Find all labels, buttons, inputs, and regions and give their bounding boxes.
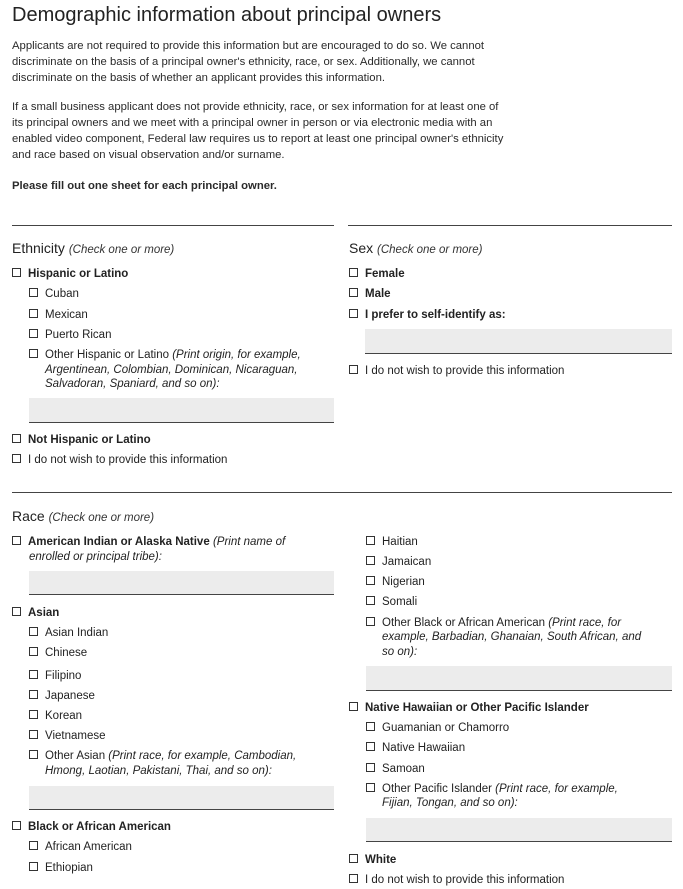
other-hispanic-hint-line-2: Argentinean, Colombian, Dominican, Nicaraguan, — [45, 364, 298, 376]
other-black-input[interactable] — [366, 666, 672, 691]
checkbox-nigerian[interactable] — [366, 575, 425, 589]
label-sex-decline: I do not wish to provide this information — [365, 365, 565, 377]
label-somali: Somali — [382, 596, 418, 608]
checkbox-aian[interactable] — [12, 535, 285, 549]
checkbox-vietnamese[interactable] — [29, 729, 106, 743]
label-asian-indian: Asian Indian — [45, 627, 109, 639]
checkbox-icon[interactable] — [366, 783, 375, 792]
self-identify-input[interactable] — [365, 329, 672, 354]
label-filipino: Filipino — [45, 670, 82, 682]
instruction-note: Please fill out one sheet for each principal owner. — [12, 180, 277, 192]
sex-hint: (Check one or more) — [377, 244, 483, 256]
checkbox-icon[interactable] — [29, 710, 38, 719]
other-hispanic-hint-line-3: Salvadoran, Spaniard, and so on): — [45, 378, 220, 390]
intro-paragraph-1-line-2: discriminate on the basis of a principal owner's ethnicity, race, or sex. Additionally, we cannot — [12, 56, 475, 68]
other-asian-input[interactable] — [29, 786, 334, 810]
checkbox-icon[interactable] — [349, 288, 358, 297]
label-samoan: Samoan — [382, 763, 425, 775]
intro-paragraph-1-line-1: Applicants are not required to provide this information but are encouraged to do so. We cannot — [12, 40, 485, 52]
label-other-black: Other Black or African American — [382, 617, 545, 629]
label-asian: Asian — [28, 607, 60, 619]
checkbox-not-hispanic[interactable] — [12, 433, 151, 447]
race-hint: (Check one or more) — [48, 512, 155, 524]
label-ethiopian: Ethiopian — [45, 862, 93, 874]
sex-heading — [349, 240, 482, 256]
checkbox-icon[interactable] — [29, 288, 38, 297]
checkbox-icon[interactable] — [29, 329, 38, 338]
checkbox-icon[interactable] — [29, 690, 38, 699]
label-other-hispanic: Other Hispanic or Latino — [45, 349, 170, 361]
label-white: White — [365, 854, 397, 866]
page-title: Demographic information about principal owners — [12, 4, 442, 26]
checkbox-icon[interactable] — [29, 627, 38, 636]
label-puerto-rican: Puerto Rican — [45, 329, 112, 341]
checkbox-icon[interactable] — [29, 647, 38, 656]
label-black: Black or African American — [28, 821, 171, 833]
label-not-hispanic: Not Hispanic or Latino — [28, 434, 151, 446]
aian-input[interactable] — [29, 571, 334, 595]
checkbox-icon[interactable] — [12, 821, 21, 830]
checkbox-korean[interactable] — [29, 709, 82, 723]
other-asian-hint: (Print race, for example, Cambodian, — [108, 750, 297, 762]
intro-paragraph-2-line-4: and race based on visual observation and/or surname. — [12, 149, 285, 161]
divider — [348, 225, 672, 226]
checkbox-icon[interactable] — [349, 854, 358, 863]
label-vietnamese: Vietnamese — [45, 730, 106, 742]
checkbox-puerto-rican[interactable] — [29, 328, 111, 342]
other-pi-hint: (Print race, for example, — [495, 783, 618, 795]
checkbox-white[interactable] — [349, 853, 396, 867]
checkbox-african-american[interactable] — [29, 840, 132, 854]
checkbox-mexican[interactable] — [29, 308, 88, 322]
checkbox-nhpi[interactable] — [349, 701, 589, 715]
label-cuban: Cuban — [45, 288, 79, 300]
other-hispanic-input[interactable] — [29, 398, 334, 423]
label-hispanic: Hispanic or Latino — [28, 268, 129, 280]
other-asian-hint-line-2: Hmong, Laotian, Pakistani, Thai, and so on): — [45, 765, 272, 777]
label-chinese: Chinese — [45, 647, 88, 659]
other-black-hint-line-3: so on): — [382, 646, 418, 658]
checkbox-samoan[interactable] — [366, 762, 425, 776]
other-black-hint-line-2: example, Barbadian, Ghanaian, South African, and — [382, 631, 642, 643]
aian-hint-line-2: enrolled or principal tribe): — [29, 551, 162, 563]
divider — [12, 225, 334, 226]
ethnicity-hint: (Check one or more) — [68, 244, 175, 256]
checkbox-jamaican[interactable] — [366, 555, 431, 569]
checkbox-icon[interactable] — [29, 309, 38, 318]
label-jamaican: Jamaican — [382, 556, 432, 568]
checkbox-ethnicity-decline[interactable] — [12, 453, 227, 467]
checkbox-other-pi[interactable] — [366, 782, 618, 796]
checkbox-asian[interactable] — [12, 606, 59, 620]
checkbox-native-hawaiian[interactable] — [366, 741, 465, 755]
label-other-pi: Other Pacific Islander — [382, 783, 492, 795]
label-race-decline: I do not wish to provide this information — [365, 874, 565, 886]
checkbox-icon[interactable] — [12, 607, 21, 616]
checkbox-other-asian[interactable] — [29, 749, 296, 763]
label-haitian: Haitian — [382, 536, 418, 548]
checkbox-chinese[interactable] — [29, 646, 87, 660]
intro-paragraph-1-line-3: discriminate on the basis of whether an applicant provides this information. — [12, 72, 385, 84]
label-african-american: African American — [45, 841, 132, 853]
other-pi-hint-line-2: Fijian, Tongan, and so on): — [382, 797, 518, 809]
checkbox-icon[interactable] — [366, 722, 375, 731]
checkbox-japanese[interactable] — [29, 689, 95, 703]
checkbox-icon[interactable] — [349, 309, 358, 318]
label-ethnicity-decline: I do not wish to provide this information — [28, 454, 228, 466]
checkbox-other-black[interactable] — [366, 616, 621, 630]
checkbox-asian-indian[interactable] — [29, 626, 108, 640]
checkbox-filipino[interactable] — [29, 669, 81, 683]
checkbox-icon[interactable] — [349, 365, 358, 374]
label-korean: Korean — [45, 710, 83, 722]
checkbox-icon[interactable] — [29, 670, 38, 679]
other-pi-input[interactable] — [366, 818, 672, 842]
label-native-hawaiian: Native Hawaiian — [382, 742, 466, 754]
label-other-asian: Other Asian — [45, 750, 106, 762]
checkbox-sex-decline[interactable] — [349, 364, 564, 378]
checkbox-icon[interactable] — [29, 750, 38, 759]
checkbox-icon[interactable] — [12, 536, 21, 545]
intro-paragraph-2-line-3: enabled video component, Federal law requires us to report at least one principal owner's ethnicity — [12, 133, 504, 145]
checkbox-icon[interactable] — [29, 841, 38, 850]
checkbox-icon[interactable] — [366, 742, 375, 751]
other-black-hint: (Print race, for — [548, 617, 622, 629]
intro-paragraph-2-line-1: If a small business applicant does not provide ethnicity, race, or sex information for at least one of — [12, 101, 499, 113]
label-mexican: Mexican — [45, 309, 88, 321]
checkbox-male[interactable] — [349, 287, 391, 301]
label-japanese: Japanese — [45, 690, 95, 702]
checkbox-somali[interactable] — [366, 595, 417, 609]
checkbox-ethiopian[interactable] — [29, 861, 93, 875]
label-female: Female — [365, 268, 405, 280]
checkbox-other-hispanic[interactable] — [29, 348, 301, 362]
checkbox-icon[interactable] — [366, 556, 375, 565]
checkbox-race-decline[interactable] — [349, 873, 564, 887]
checkbox-hispanic[interactable] — [12, 267, 128, 281]
checkbox-icon[interactable] — [12, 268, 21, 277]
label-guamanian: Guamanian or Chamorro — [382, 722, 510, 734]
checkbox-icon[interactable] — [366, 763, 375, 772]
label-male: Male — [365, 288, 391, 300]
divider — [12, 492, 672, 493]
checkbox-icon[interactable] — [349, 874, 358, 883]
race-heading — [12, 508, 154, 524]
race-heading-label: Race — [12, 508, 45, 524]
checkbox-black[interactable] — [12, 820, 171, 834]
sex-heading-label: Sex — [349, 240, 374, 256]
checkbox-guamanian[interactable] — [366, 721, 509, 735]
checkbox-icon[interactable] — [12, 434, 21, 443]
checkbox-icon[interactable] — [29, 730, 38, 739]
checkbox-self-identify[interactable] — [349, 308, 506, 322]
checkbox-cuban[interactable] — [29, 287, 79, 301]
checkbox-icon[interactable] — [366, 536, 375, 545]
ethnicity-heading — [12, 240, 174, 256]
checkbox-icon[interactable] — [349, 702, 358, 711]
other-hispanic-hint: (Print origin, for example, — [172, 349, 301, 361]
label-self-identify: I prefer to self-identify as: — [365, 309, 506, 321]
ethnicity-heading-label: Ethnicity — [12, 240, 65, 256]
checkbox-icon[interactable] — [29, 349, 38, 358]
aian-hint: (Print name of — [212, 536, 286, 548]
label-nigerian: Nigerian — [382, 576, 425, 588]
label-nhpi: Native Hawaiian or Other Pacific Islander — [365, 702, 589, 714]
checkbox-icon[interactable] — [366, 617, 375, 626]
checkbox-icon[interactable] — [366, 576, 375, 585]
checkbox-icon[interactable] — [366, 596, 375, 605]
checkbox-icon[interactable] — [349, 268, 358, 277]
checkbox-haitian[interactable] — [366, 535, 418, 549]
intro-paragraph-2-line-2: its principal owners and we meet with a principal owner in person or via electronic media with an — [12, 117, 493, 129]
checkbox-female[interactable] — [349, 267, 405, 281]
checkbox-icon[interactable] — [12, 454, 21, 463]
label-aian: American Indian or Alaska Native — [28, 536, 210, 548]
checkbox-icon[interactable] — [29, 862, 38, 871]
